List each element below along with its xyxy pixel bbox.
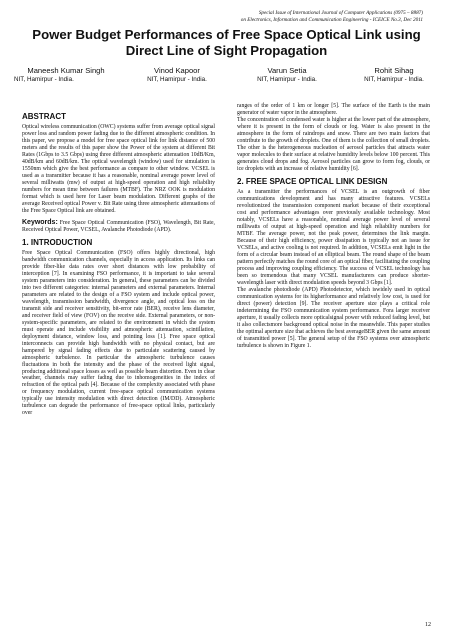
keywords [22,219,215,234]
author-affiliation: NIT, Hamirpur - India. [147,76,207,83]
introduction-continued-text: ranges of the order of 1 km or longer [5]. The surface of the Earth is the main generator of water vapor in the atmosphere. The concentration of condensed water is higher at the lower part of the atmosphere, where it is present in the form of clouds or fog. Water is also present in the atmosphere in the form of raindrops and snow. There are two main factors that contribute to the growth of droplets. One of them is the collection of small droplets. The other is the heterogeneous nucleation of aerosol particles that attracts water vapor molecules to their surface at relative humidity levels below 100 percent. This generates cloud drops and fog. Aerosol particles can grow to form fog, clouds, or ice droplets with an increase of relative humidity [6]. [237,103,430,172]
author-name: Rohit Sihag [374,66,414,75]
journal-header-line2: on Electronics, Information and Communication Engineering - ICEICE No.3, Dec 2011 [240,16,423,23]
journal-header-line1: Special Issue of International Journal of Computer Applications (0975 – 8887) [258,10,423,16]
section2-heading: 2. FREE SPACE OPTICAL LINK DESIGN [237,176,388,186]
author-1 [14,66,118,84]
journal-header [103,10,423,23]
introduction-text: Free Space Optical Communication (FSO) offers highly directional, high bandwidth communication channels, especially in access application. Its links can provide fiber-like data rates over short distances with low probability of interception [7]. In examining FSO performance, it is important to take several system parameters into consideration. In general, these parameters can be divided into two different categories: internal parameters and external parameters. Internal parameters are related to the design of a FSO system and include optical power, wavelength, transmission bandwidth, divergence angle, and optical loss on the transmit side and receiver sensitivity, bit-error rate (BER), receive lens diameter, and receiver field of view (FOV) on the receive side. External parameters, or non-system-specific parameters, are related to the environment in which the system must operate and include visibility and atmospheric attenuation, scintillation, deployment distance, window loss, and pointing loss [1]. Free space optical interconnects can provide high bandwidth with no physical contact, but are hampered by signal fading effects due to particulate scattering caused by atmospheric turbulence. In particular the atmospheric turbulence causes fluctuations in both the intensity and the phase of the received light signal, producing additional space losses as well as possible beam distortion. Even in clear weather, channels may suffer fading due to inhomogeneities in the index of refraction of the optical path [4]. Because of the complexity associated with phase or frequency modulation, current free-space optical communication systems typically use intensity modulation with direct detection (IM/DD). Atmospheric turbulence can degrade the performance of free-space optical links, particularly over [22,249,215,417]
author-affiliation: NIT, Hamirpur - India. [257,76,317,83]
right-column [237,103,430,353]
author-affiliation: NIT, Hamirpur - India. [14,76,74,83]
author-name: Vinod Kapoor [154,66,200,75]
abstract-heading: ABSTRACT [22,112,66,121]
section2-text: As a transmitter the performances of VCSEL is an outgrowth of fiber communications development and has many attractive features. VCSELs revolutionized the transmission component market because of their exceptional cost and performance advantages over previously available technology. Most notably, VCSELs have a reasonable, nominal average power level of several milliwatts of output at high-speed operation and high reliability numbers for MTBF. The average power, not the peak power, determines the link margin. Because of their high efficiency, power dissipation is typically not an issue for VCSELs, and active cooling is not required. In addition, VCSELs emit light in the form of a circular beam instead of an elliptical beam. The round shape of the beam pattern perfectly matches the round core of an optical fiber, facilitating the coupling process and improving coupling efficiency. The success of VCSEL technology has been so tremendous that many VCSEL manufacturers can produce shorter-wavelength laser with direct modulation speeds beyond 3 Gbps [1]. The avalanche photodiode (APD) Photodetector, which iswidely used in optical communication systems for its higherformance and relatively low cost, is used for direct (power) detection [9]. The receiver aperture size plays a critical role indetermining the FSO communication system performance. Fora larger receiver aperture, it usually collects more opticalsignal power with reduced fading level, but it also collectsmore background optical noise in the meanwhile. This paper studies the optimal aperture size that achieves the best averageBER given the same amount of transmitted power [5]. The general setup of the FSO systems over atmospheric turbulence is shown in Figure 1. [237,188,430,349]
author-2 [125,66,229,84]
keywords-label: Keywords: [22,218,58,226]
keywords-text: Free Space Optical Communication (FSO), Wavelength, Bit Rate, Received Optical Power, VCSEL, Avalanche Photodiode (APD). [22,219,215,233]
abstract-text: Optical wireless communication (OWC) systems suffer from average optical signal power loss and random power fading due to the different atmospheric condition. In this paper, we propose a model for free space optical link for link distance of 500 meters and the results of this paper show the Power of the system at different Bit Rates (1Gbps to 3.5 Gbps) using three different atmospheric attenuation 10dB/Km, 40dB/km and 60dB/km. The optical wavelength (window) used for simulation is 1550nm which give the best performance as compare to other window. VCSEL is used as a transmitter because it has a reasonable, nominal average power level of several milliwatts (mw) of output at high-speed operation and high reliability numbers for mean time between failures (MTBF). The NRZ OOK is modulation format which is used here for Laser beam modulation. Different graphs of the average Received optical Power v. Bit Rate using three atmospheric attenuations of the Free Space Optical link are obtained. [22,124,215,214]
author-name: Maneesh Kumar Singh [27,66,105,75]
paper-title: Power Budget Performances of Free Space Optical Link using Direct Line of Sight Propagation [32,27,421,58]
author-name: Varun Setia [267,66,307,75]
introduction-heading: 1. INTRODUCTION [22,237,93,247]
page-number: 12 [425,622,431,628]
left-column [22,112,215,421]
author-3 [235,66,339,84]
author-affiliation: NIT, Hamirpur - India. [364,76,424,83]
author-4 [342,66,446,84]
